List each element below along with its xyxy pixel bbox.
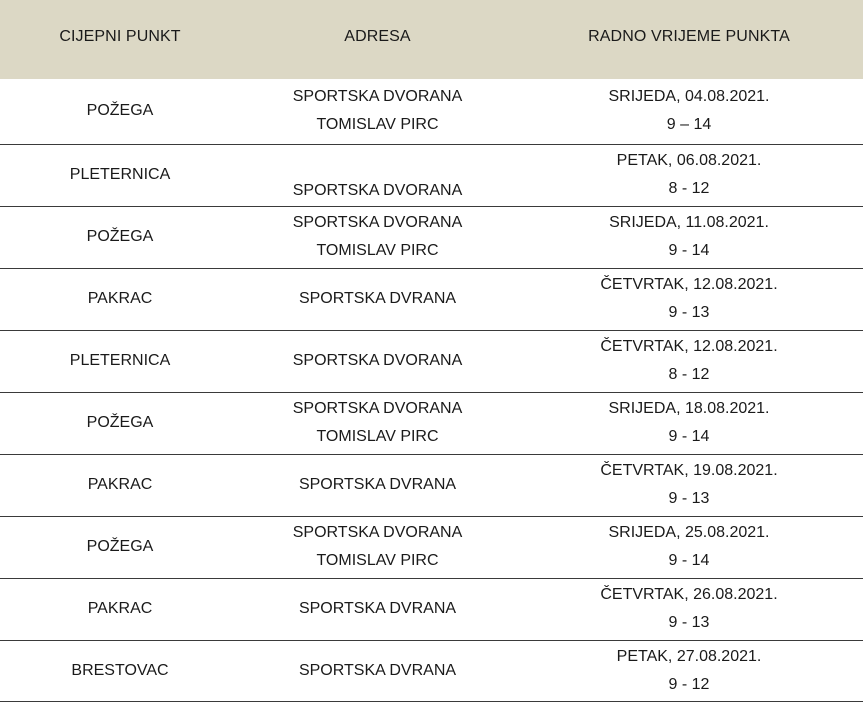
cell-hours <box>515 330 863 392</box>
time-range: 9 - 13 <box>668 614 710 631</box>
cell-address <box>240 454 515 516</box>
address-line-1: SPORTSKA DVORANA <box>292 400 463 417</box>
address-line-2: TOMISLAV PIRC <box>316 428 439 445</box>
day-date: ČETVRTAK, 19.08.2021. <box>600 462 778 479</box>
day-date: PETAK, 06.08.2021. <box>616 152 762 169</box>
cell-point: POŽEGA <box>86 102 154 120</box>
day-date: SRIJEDA, 25.08.2021. <box>608 524 770 541</box>
day-date: SRIJEDA, 11.08.2021. <box>609 214 769 231</box>
address-line-1: SPORTSKA DVRANA <box>298 476 457 493</box>
cell-point: PLETERNICA <box>69 166 171 183</box>
address-line-1: SPORTSKA DVRANA <box>298 290 457 307</box>
table-row <box>0 144 863 206</box>
header-vaccination-point: CIJEPNI PUNKT <box>0 0 240 79</box>
cell-hours <box>515 640 863 701</box>
table-row <box>0 392 863 454</box>
cell-hours <box>515 79 863 144</box>
cell-address <box>240 206 515 268</box>
cell-point: PLETERNICA <box>69 352 171 369</box>
cell-address <box>240 330 515 392</box>
address-line-2: TOMISLAV PIRC <box>316 116 439 134</box>
day-date: ČETVRTAK, 12.08.2021. <box>600 338 778 355</box>
day-date: ČETVRTAK, 26.08.2021. <box>600 586 778 603</box>
day-date: PETAK, 27.08.2021. <box>616 647 762 665</box>
day-date: SRIJEDA, 18.08.2021. <box>608 400 770 417</box>
cell-address <box>240 79 515 144</box>
time-range: 9 - 14 <box>668 242 710 259</box>
address-line-1: SPORTSKA DVORANA <box>292 352 463 369</box>
address-line-1: SPORTSKA DVORANA <box>292 524 463 541</box>
time-range: 8 - 12 <box>668 180 710 197</box>
table-row <box>0 578 863 640</box>
cell-hours <box>515 516 863 578</box>
time-range: 8 - 12 <box>668 366 710 383</box>
cell-point: PAKRAC <box>87 476 153 493</box>
time-range: 9 - 13 <box>668 304 710 321</box>
table-row <box>0 206 863 268</box>
address-line-2: TOMISLAV PIRC <box>316 552 439 569</box>
time-range: 9 – 14 <box>666 116 712 134</box>
table-row <box>0 516 863 578</box>
table-header <box>0 0 863 79</box>
table-row <box>0 330 863 392</box>
cell-address <box>240 640 515 701</box>
cell-address <box>240 578 515 640</box>
table-row <box>0 268 863 330</box>
address-line-1: SPORTSKA DVRANA <box>298 661 457 679</box>
address-line-1: SPORTSKA DVORANA <box>292 181 463 199</box>
cell-hours <box>515 454 863 516</box>
header-row <box>0 0 863 79</box>
cell-address <box>240 392 515 454</box>
address-line-2: TOMISLAV PIRC <box>316 242 439 259</box>
table-row <box>0 454 863 516</box>
cell-point: POŽEGA <box>86 538 154 555</box>
cell-point: PAKRAC <box>87 600 153 617</box>
cell-address <box>240 144 515 206</box>
table-body <box>0 79 863 701</box>
cell-address <box>240 516 515 578</box>
cell-point: BRESTOVAC <box>71 661 169 679</box>
day-date: SRIJEDA, 04.08.2021. <box>608 88 770 106</box>
cell-hours <box>515 144 863 206</box>
table-row <box>0 640 863 701</box>
table-row <box>0 79 863 144</box>
header-working-hours: RADNO VRIJEME PUNKTA <box>515 0 863 79</box>
address-line-1: SPORTSKA DVORANA <box>292 214 463 231</box>
time-range: 9 - 14 <box>668 552 710 569</box>
cell-hours <box>515 392 863 454</box>
cell-point: POŽEGA <box>86 228 154 245</box>
day-date: ČETVRTAK, 12.08.2021. <box>600 276 778 293</box>
cell-address <box>240 268 515 330</box>
address-line-1: SPORTSKA DVRANA <box>298 600 457 617</box>
time-range: 9 - 14 <box>668 428 710 445</box>
cell-point: POŽEGA <box>86 414 154 431</box>
cell-hours <box>515 206 863 268</box>
time-range: 9 - 13 <box>668 490 710 507</box>
address-line-1: SPORTSKA DVORANA <box>292 88 463 106</box>
time-range: 9 - 12 <box>668 675 710 693</box>
header-address: ADRESA <box>240 0 515 79</box>
cell-point: PAKRAC <box>87 290 153 307</box>
cell-hours <box>515 268 863 330</box>
cell-hours <box>515 578 863 640</box>
